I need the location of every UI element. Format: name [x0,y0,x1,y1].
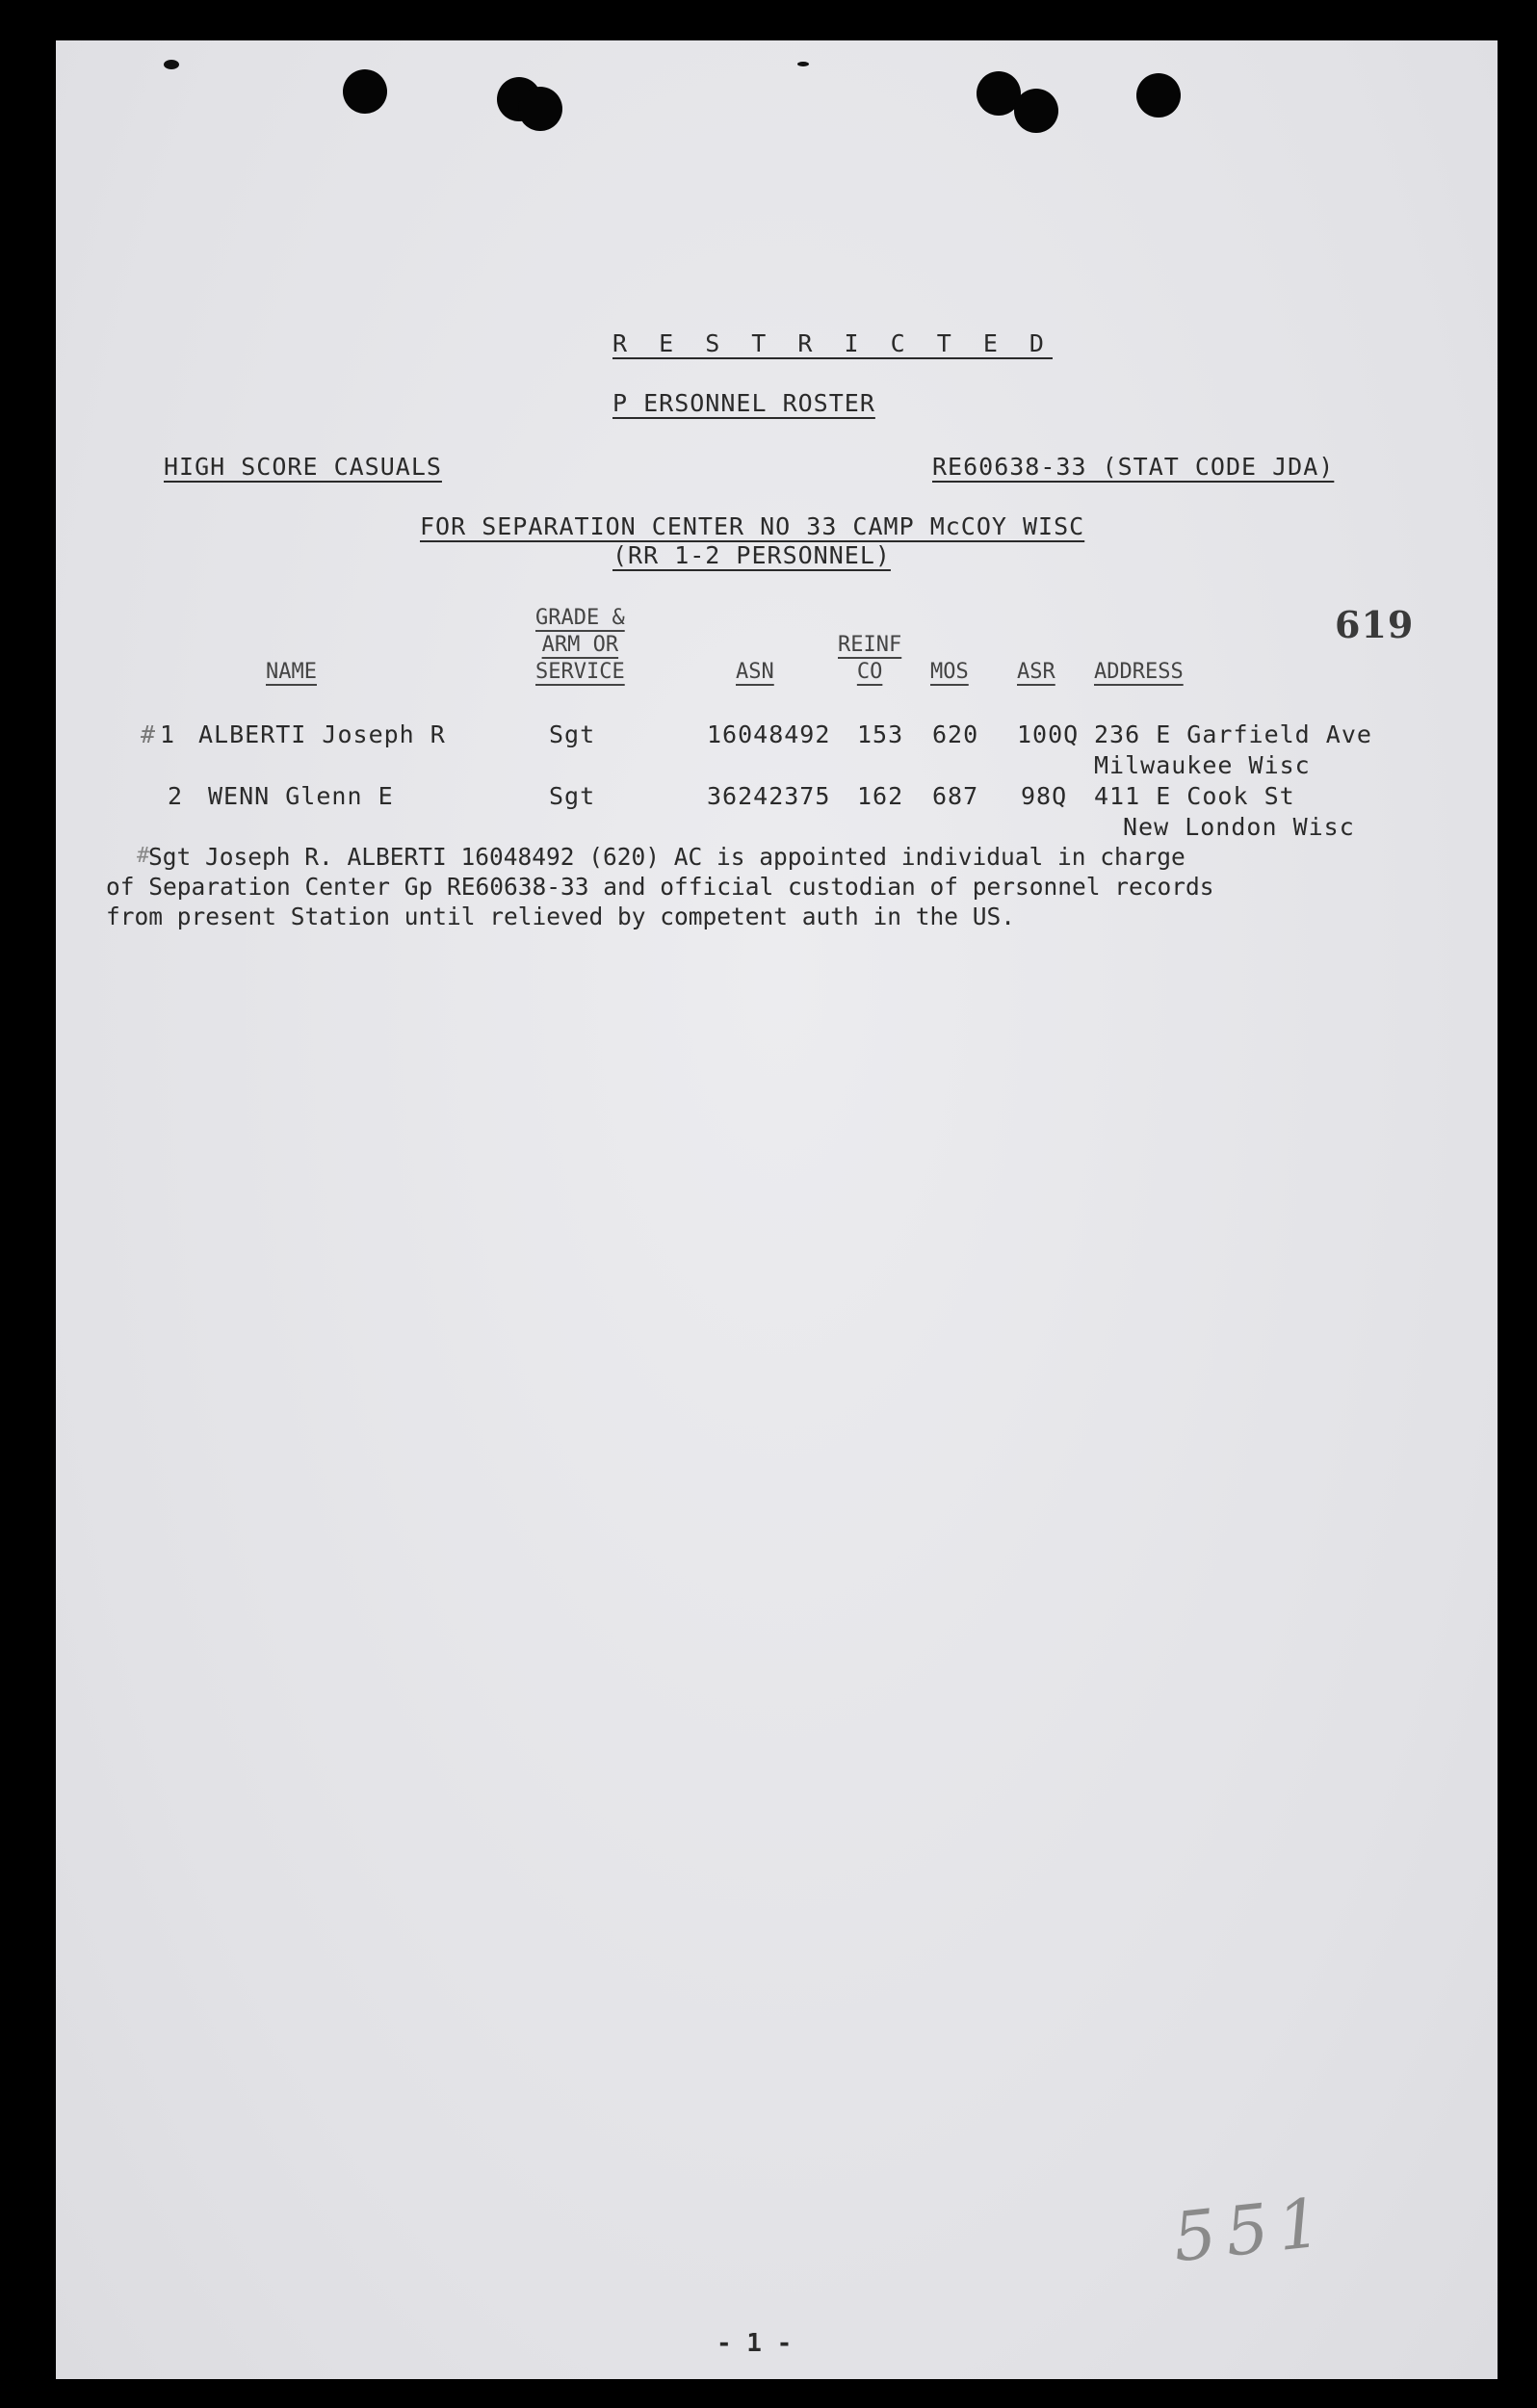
punch-hole [1136,73,1181,118]
table-row-reinf-co: 162 [857,782,904,810]
table-row-asr: 100Q [1017,720,1080,748]
table-row-mos: 620 [932,720,979,748]
table-row-grade: Sgt [549,720,596,748]
punch-hole [518,87,562,131]
ink-speck [164,60,179,69]
table-row-address-line2: Milwaukee Wisc [1094,751,1311,779]
column-header-asn: ASN [736,660,774,684]
column-header-mos: MOS [930,660,969,684]
column-header-name: NAME [266,660,317,684]
handwritten-number: 551 [1169,2182,1335,2278]
classification-heading: R E S T R I C T E D [612,329,1053,357]
table-row-mos: 687 [932,782,979,810]
table-row-asn: 16048492 [707,720,831,748]
table-row-address-line2: New London Wisc [1123,813,1355,841]
table-row-mark: # [141,720,157,748]
note-line: Sgt Joseph R. ALBERTI 16048492 (620) AC is appointed individual in charge [148,843,1185,871]
page-number: - 1 - [716,2329,793,2358]
personnel-count: (RR 1-2 PERSONNEL) [612,541,891,569]
document-page [56,40,1498,2379]
column-header-grade: GRADE & ARM OR SERVICE [535,606,625,684]
roster-title: P ERSONNEL ROSTER [612,389,875,417]
table-row-name: WENN Glenn E [208,782,394,810]
punch-hole [343,69,387,114]
table-row-number: 2 [168,782,184,810]
column-header-reinf-co: REINF CO [838,633,902,684]
table-row-address-line1: 236 E Garfield Ave [1094,720,1372,748]
ink-speck [797,62,809,66]
punch-hole [1014,89,1058,133]
destination-line: FOR SEPARATION CENTER NO 33 CAMP McCOY WISC [420,512,1085,540]
shipment-code: RE60638-33 (STAT CODE JDA) [932,453,1335,481]
table-row-name: ALBERTI Joseph R [198,720,446,748]
table-row-asn: 36242375 [707,782,831,810]
unit-heading: HIGH SCORE CASUALS [164,453,442,481]
table-row-grade: Sgt [549,782,596,810]
page-stamp: 619 [1335,603,1415,646]
table-row-reinf-co: 153 [857,720,904,748]
note-line: of Separation Center Gp RE60638-33 and official custodian of personnel records [106,873,1214,901]
table-row-number: 1 [160,720,176,748]
note-line: from present Station until relieved by competent auth in the US. [106,903,1016,930]
custodian-note [106,842,1319,931]
note-mark: # [137,844,151,868]
column-header-asr: ASR [1017,660,1055,684]
table-row-asr: 98Q [1021,782,1068,810]
column-header-address: ADDRESS [1094,660,1184,684]
table-row-address-line1: 411 E Cook St [1094,782,1295,810]
